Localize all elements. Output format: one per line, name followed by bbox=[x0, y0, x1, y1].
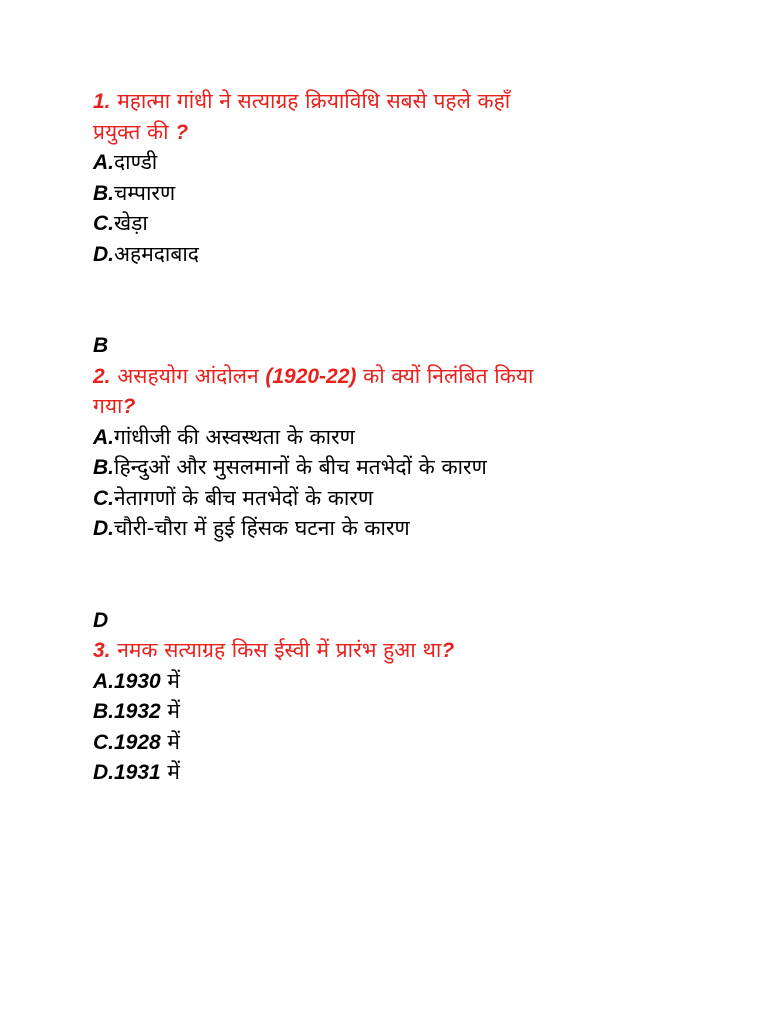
question-2-text-line-2: गया bbox=[93, 394, 123, 418]
option-letter: B. bbox=[93, 700, 114, 723]
question-2-line-1 bbox=[93, 361, 693, 392]
option-letter: A. bbox=[93, 151, 114, 174]
option-text: में bbox=[167, 760, 180, 784]
question-3 bbox=[93, 635, 693, 788]
answer-letter: D bbox=[93, 608, 109, 632]
option-letter: A. bbox=[93, 425, 114, 449]
option-letter: C. bbox=[93, 730, 114, 754]
question-2-years: (1920-22) bbox=[265, 364, 357, 388]
quiz-document bbox=[93, 86, 693, 788]
question-2-line-2 bbox=[93, 391, 693, 422]
question-1-line-1 bbox=[93, 86, 693, 117]
option-letter: A. bbox=[93, 669, 114, 693]
spacer bbox=[93, 544, 693, 605]
question-1 bbox=[93, 86, 693, 269]
option-letter: B. bbox=[93, 181, 114, 205]
question-2-text-pre: असहयोग आंदोलन bbox=[117, 363, 259, 388]
option-text: खेड़ा bbox=[114, 211, 148, 235]
question-3-line-1 bbox=[93, 635, 693, 666]
question-1-option-b bbox=[93, 178, 693, 209]
option-letter: D. bbox=[93, 242, 114, 266]
question-3-qmark: ? bbox=[441, 639, 455, 662]
option-text: में bbox=[167, 729, 180, 754]
question-2-option-a bbox=[93, 422, 693, 453]
option-letter: D. bbox=[93, 761, 114, 784]
question-2-text-post: को क्यों निलंबित किया bbox=[363, 363, 534, 388]
question-1-option-a bbox=[93, 147, 693, 178]
question-1-line-2 bbox=[93, 117, 693, 148]
option-text: नेतागणों के बीच मतभेदों के कारण bbox=[114, 485, 374, 510]
option-year: 1932 bbox=[114, 700, 161, 723]
option-letter: C. bbox=[93, 486, 114, 510]
question-2-option-d bbox=[93, 513, 693, 544]
question-3-option-c bbox=[93, 727, 693, 758]
question-1-text-line-1: महात्मा गांधी ने सत्याग्रह क्रियाविधि सबसे पहले कहाँ bbox=[117, 89, 511, 113]
question-2-answer bbox=[93, 605, 693, 636]
question-3-text-line-1: नमक सत्याग्रह किस ईस्वी में प्रारंभ हुआ था bbox=[117, 638, 442, 662]
question-2-option-c bbox=[93, 483, 693, 514]
option-year: 1931 bbox=[114, 761, 161, 784]
question-1-number: 1. bbox=[93, 90, 111, 113]
option-text: दाण्डी bbox=[114, 150, 158, 174]
answer-letter: B bbox=[93, 334, 109, 357]
question-3-option-a bbox=[93, 666, 693, 697]
question-2 bbox=[93, 361, 693, 544]
question-1-text-line-2: प्रयुक्त की bbox=[93, 119, 169, 144]
question-2-number: 2. bbox=[93, 364, 111, 388]
option-text: गांधीजी की अस्वस्थता के कारण bbox=[114, 424, 355, 449]
option-year: 1928 bbox=[114, 730, 161, 754]
option-text: हिन्दुओं और मुसलमानों के बीच मतभेदों के कारण bbox=[114, 455, 487, 479]
question-3-option-b bbox=[93, 696, 693, 727]
option-text: में bbox=[167, 668, 180, 693]
question-1-option-d bbox=[93, 239, 693, 270]
option-letter: C. bbox=[93, 212, 114, 235]
question-1-qmark: ? bbox=[175, 120, 189, 144]
option-text: में bbox=[167, 699, 180, 723]
question-1-answer bbox=[93, 330, 693, 361]
question-3-option-d bbox=[93, 757, 693, 788]
option-text: अहमदाबाद bbox=[114, 241, 199, 266]
option-text: चम्पारण bbox=[114, 180, 176, 205]
spacer bbox=[93, 269, 693, 330]
option-letter: B. bbox=[93, 456, 114, 479]
option-letter: D. bbox=[93, 517, 114, 540]
option-year: 1930 bbox=[114, 669, 161, 693]
option-text: चौरी-चौरा में हुई हिंसक घटना के कारण bbox=[114, 516, 410, 540]
question-1-option-c bbox=[93, 208, 693, 239]
question-2-option-b bbox=[93, 452, 693, 483]
question-2-qmark: ? bbox=[122, 395, 136, 418]
question-3-number: 3. bbox=[93, 639, 111, 662]
